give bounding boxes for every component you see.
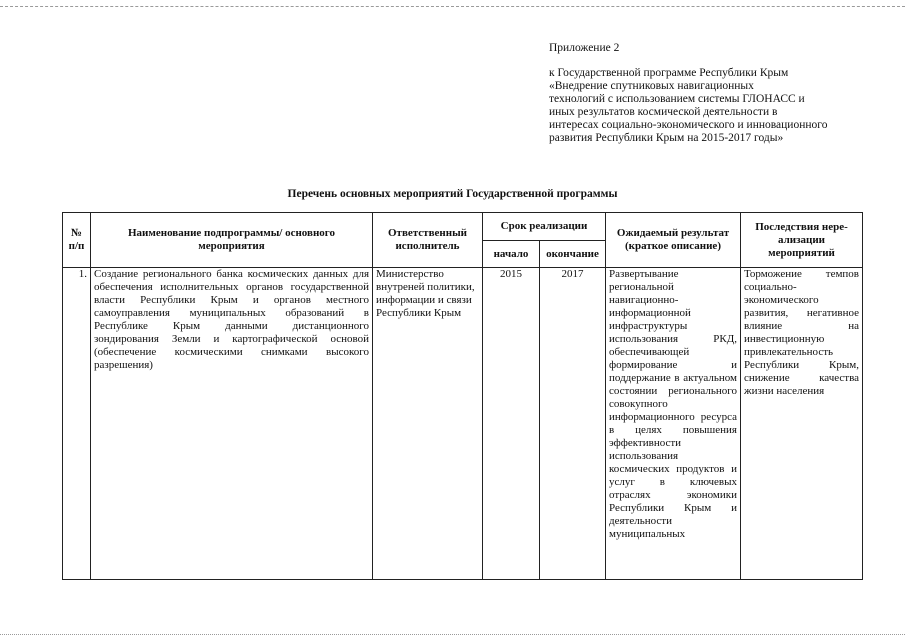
header-executor: Ответственный исполнитель [373,213,483,268]
appendix-line: иных результатов космической деятельности в [549,106,778,118]
appendix-line: развития Республики Крым на 2015-2017 годы» [549,132,784,144]
cell-num: 1. [63,268,91,580]
cell-result: Развертывание региональной навигационно-информационной инфраструктуры использования РКД, обеспечивающей формирование и поддержание в актуальном состоянии регионального совокупного информационного ресурса в целях повышения эффективности использования космических продуктов и услуг в ключевых отраслях экономики Республики Крым и деятельности муниципальных [606,268,741,580]
header-consequences: Последствия нере-ализации мероприятий [741,213,863,268]
table-row [63,268,863,580]
appendix-title: Приложение 2 [549,42,620,54]
appendix-line: к Государственной программе Республики Крым [549,67,789,79]
table-header-row [63,213,863,241]
appendix-text [549,67,879,145]
scan-bottom-edge [0,634,905,635]
appendix-line: «Внедрение спутниковых навигационных [549,80,754,92]
header-result: Ожидаемый результат (краткое описание) [606,213,741,268]
header-start: начало [483,241,540,268]
header-end: окончание [540,241,606,268]
document-heading: Перечень основных мероприятий Государственной программы [287,188,618,200]
measures-table [62,212,863,580]
cell-executor: Министерство внутреней политики, информации и связи Республики Крым [373,268,483,580]
header-term: Срок реализации [483,213,606,241]
scan-top-edge [0,6,905,7]
appendix-line: технологий с использованием системы ГЛОНАСС и [549,93,805,105]
header-num: № п/п [63,213,91,268]
cell-end: 2017 [540,268,606,580]
appendix-block [549,42,879,145]
cell-start: 2015 [483,268,540,580]
header-name: Наименование подпрограммы/ основного мероприятия [91,213,373,268]
appendix-line: интересах социально-экономического и инновационного [549,119,828,131]
cell-name: Создание регионального банка космических данных для обеспечения исполнительных органов государственной власти Республики Крым и органов местного самоуправления муниципальных образований в Республике Крым данными дистанционного зондирования Земли и картографической основой (обеспечение космическими снимками высокого разрешения) [91,268,373,580]
cell-consequences: Торможение темпов социально-экономического развития, негативное влияние на инвестиционную привлекательность Республики Крым, снижение качества жизни населения [741,268,863,580]
